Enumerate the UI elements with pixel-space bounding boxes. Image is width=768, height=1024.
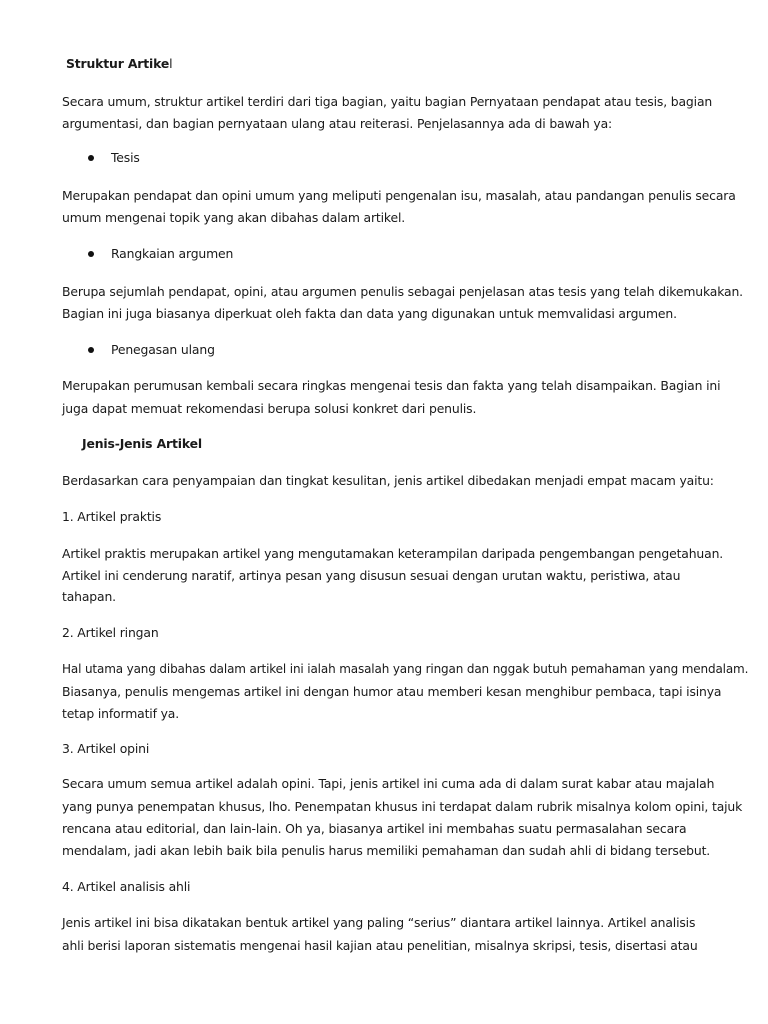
paragraph-line: argumentasi, dan bagian pernyataan ulang atau reiterasi. Penjelasannya ada di bawah ya: [62, 116, 613, 131]
paragraph-line: umum mengenai topik yang akan dibahas dalam artikel. [62, 210, 406, 225]
paragraph-line: Artikel ini cenderung naratif, artinya pesan yang disusun sesuai dengan urutan waktu, peristiwa, atau [62, 568, 681, 583]
title-bold-text: Struktur Artike [66, 56, 170, 71]
paragraph-line: Merupakan perumusan kembali secara ringkas mengenai tesis dan fakta yang telah disampaikan. Bagian ini [62, 378, 721, 393]
paragraph-line: Hal utama yang dibahas dalam artikel ini ialah masalah yang ringan dan nggak butuh pemahaman yang mendalam. [62, 661, 749, 676]
paragraph-line: mendalam, jadi akan lebih baik bila penulis harus memiliki pemahaman dan sudah ahli di bidang tersebut. [62, 843, 711, 858]
paragraph-line: yang punya penempatan khusus, lho. Penempatan khusus ini terdapat dalam rubrik misalnya kolom opini, tajuk [62, 799, 743, 814]
paragraph-line: Berupa sejumlah pendapat, opini, atau argumen penulis sebagai penjelasan atas tesis yang telah dikemukakan. [62, 284, 743, 299]
paragraph-line: ahli berisi laporan sistematis mengenai hasil kajian atau penelitian, misalnya skripsi, tesis, disertasi atau [62, 938, 698, 953]
bullet-item-label: Tesis [111, 150, 140, 165]
paragraph-line: Secara umum, struktur artikel terdiri dari tiga bagian, yaitu bagian Pernyataan pendapat atau tesis, bagian [62, 94, 713, 109]
paragraph-line: Jenis artikel ini bisa dikatakan bentuk artikel yang paling “serius” diantara artikel lainnya. Artikel analisis [62, 915, 696, 930]
paragraph-line: Artikel praktis merupakan artikel yang mengutamakan keterampilan daripada pengembangan pengetahuan. [62, 546, 724, 561]
subsection-title: 4. Artikel analisis ahli [62, 879, 191, 894]
paragraph-line: tetap informatif ya. [62, 706, 179, 721]
subsection-title: 3. Artikel opini [62, 741, 150, 756]
paragraph-line: Berdasarkan cara penyampaian dan tingkat kesulitan, jenis artikel dibedakan menjadi empat macam yaitu: [62, 473, 714, 488]
paragraph-line: Bagian ini juga biasanya diperkuat oleh fakta dan data yang digunakan untuk memvalidasi argumen. [62, 306, 677, 321]
bullet-icon [88, 251, 94, 257]
subsection-title: 2. Artikel ringan [62, 625, 159, 640]
title-tail-text: l [169, 56, 173, 71]
paragraph-line: juga dapat memuat rekomendasi berupa solusi konkret dari penulis. [62, 401, 477, 416]
paragraph-line: Biasanya, penulis mengemas artikel ini dengan humor atau memberi kesan menghibur pembaca, tapi isinya [62, 684, 722, 699]
paragraph-line: Secara umum semua artikel adalah opini. Tapi, jenis artikel ini cuma ada di dalam surat kabar atau majalah [62, 776, 715, 791]
paragraph-line: rencana atau editorial, dan lain-lain. Oh ya, biasanya artikel ini membahas suatu permasalahan secara [62, 821, 687, 836]
bullet-item-label: Penegasan ulang [111, 342, 215, 357]
bullet-icon [88, 347, 94, 353]
paragraph-line: tahapan. [62, 589, 116, 604]
paragraph-line: Merupakan pendapat dan opini umum yang meliputi pengenalan isu, masalah, atau pandangan penulis secara [62, 188, 736, 203]
bullet-icon [88, 155, 94, 161]
section-title-jenis: Jenis-Jenis Artikel [82, 436, 202, 451]
bullet-item-label: Rangkaian argumen [111, 246, 234, 261]
subsection-title: 1. Artikel praktis [62, 509, 162, 524]
section-title-struktur [66, 56, 172, 72]
